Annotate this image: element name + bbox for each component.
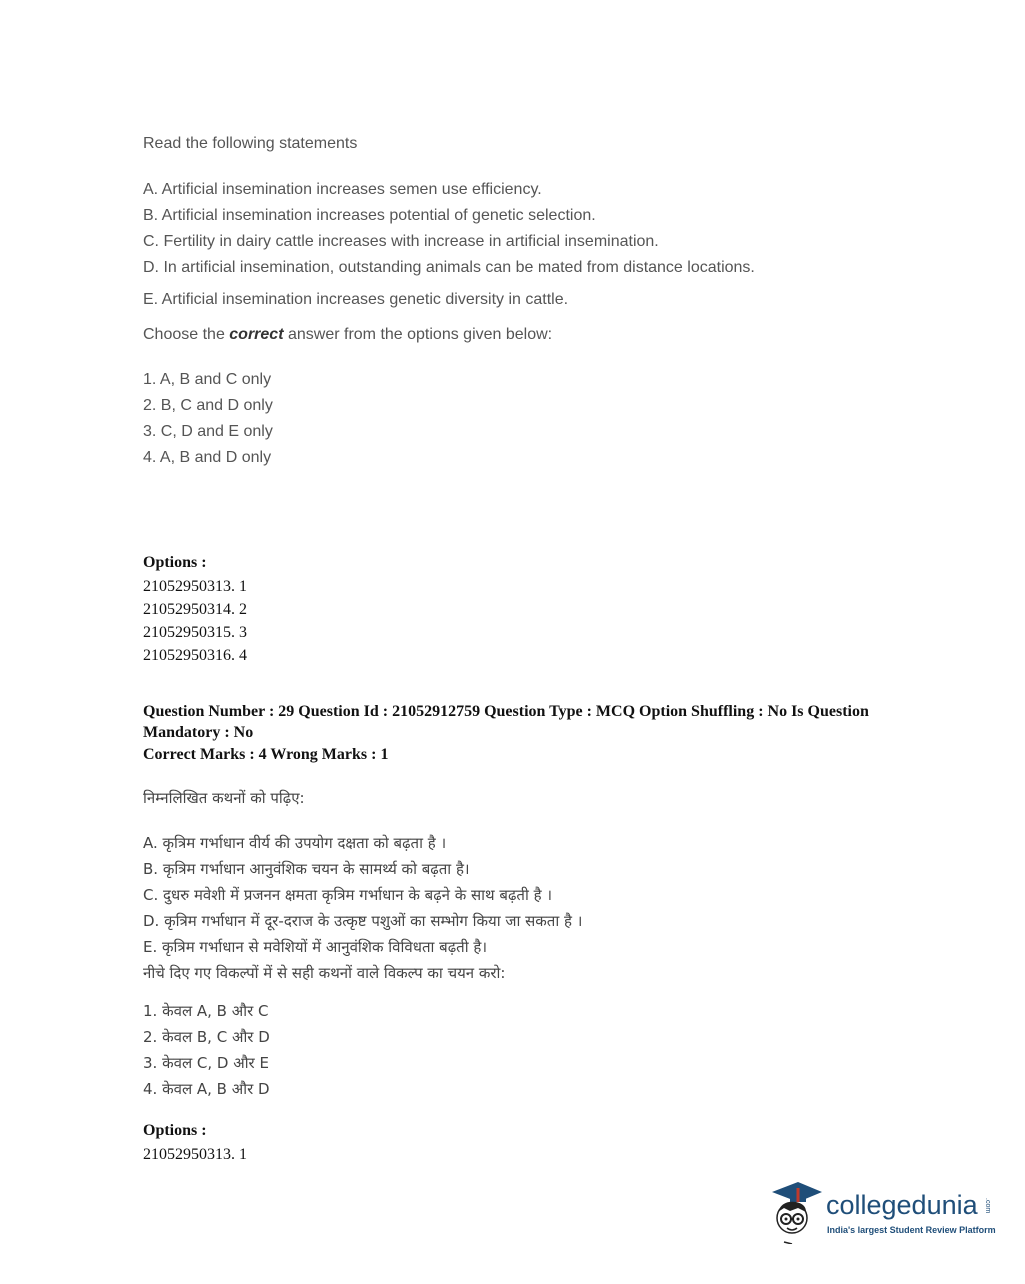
brand-dotcom: .com xyxy=(984,1198,991,1214)
answer-option-3: 3. C, D and E only xyxy=(143,423,273,440)
question-meta-line: Question Number : 29 Question Id : 21052912759 Question Type : MCQ Option Shuffling : No Is Question Mandatory : No xyxy=(143,703,869,741)
question-intro: Read the following statements xyxy=(143,135,358,152)
answer-option-4-hindi: 4. केवल A, B और D xyxy=(143,1080,270,1098)
question-metadata xyxy=(143,701,873,765)
option-id-list xyxy=(143,575,247,667)
answer-option-2-hindi: 2. केवल B, C और D xyxy=(143,1028,270,1046)
question-intro-hindi: निम्नलिखित कथनों को पढ़िए: xyxy=(143,789,305,807)
statement-list-hindi xyxy=(143,830,863,960)
choose-suffix: answer from the options given below: xyxy=(283,326,553,343)
option-id-item: 21052950315. 3 xyxy=(143,624,247,641)
choose-instruction-hindi: नीचे दिए गए विकल्पों में से सही कथनों वाले विकल्प का चयन करो: xyxy=(143,964,506,982)
answer-option-1: 1. A, B and C only xyxy=(143,371,272,388)
question-hindi-image xyxy=(143,786,863,1102)
statement-a: A. Artificial insemination increases semen use efficiency. xyxy=(143,181,542,198)
options-heading-2: Options : xyxy=(143,1122,207,1139)
option-id-item: 21052950316. 4 xyxy=(143,647,247,664)
answer-option-4: 4. A, B and D only xyxy=(143,449,272,466)
option-id-item: 21052950314. 2 xyxy=(143,601,247,618)
brand-name: collegedunia xyxy=(826,1190,978,1220)
answer-option-list xyxy=(143,367,863,471)
options-heading: Options : xyxy=(143,554,207,571)
question-english-image xyxy=(143,133,863,471)
statement-d-hindi: D. कृत्रिम गर्भाधान में दूर-दराज के उत्कृष्ट पशुओं का सम्भोग किया जा सकता है । xyxy=(143,912,583,930)
statement-c: C. Fertility in dairy cattle increases with increase in artificial insemination. xyxy=(143,233,659,250)
option-id-item: 21052950313. 1 xyxy=(143,578,247,595)
answer-option-list-hindi xyxy=(143,998,863,1102)
choose-instruction xyxy=(143,324,863,346)
collegedunia-logo xyxy=(768,1178,998,1248)
statement-e: E. Artificial insemination increases genetic diversity in cattle. xyxy=(143,291,569,308)
statement-c-hindi: C. दुधरु मवेशी में प्रजनन क्षमता कृत्रिम गर्भाधान के बढ़ने के साथ बढ़ती है । xyxy=(143,886,553,904)
statement-a-hindi: A. कृत्रिम गर्भाधान वीर्य की उपयोग दक्षता को बढ़ता है । xyxy=(143,834,447,852)
statement-e-hindi: E. कृत्रिम गर्भाधान से मवेशियों में आनुवंशिक विविधता बढ़ती है। xyxy=(143,938,488,956)
statement-d: D. In artificial insemination, outstanding animals can be mated from distance locations. xyxy=(143,259,755,276)
answer-option-1-hindi: 1. केवल A, B और C xyxy=(143,1002,269,1020)
statement-b: B. Artificial insemination increases potential of genetic selection. xyxy=(143,207,596,224)
answer-option-3-hindi: 3. केवल C, D और E xyxy=(143,1054,269,1072)
marks-line: Correct Marks : 4 Wrong Marks : 1 xyxy=(143,746,389,763)
choose-emphasis: correct xyxy=(229,326,284,343)
brand-tagline: India's largest Student Review Platform xyxy=(827,1225,996,1235)
statement-list xyxy=(143,177,863,281)
choose-prefix: Choose the xyxy=(143,326,230,343)
statement-b-hindi: B. कृत्रिम गर्भाधान आनुवंशिक चयन के सामर्थ्य को बढ़ता है। xyxy=(143,860,470,878)
mascot-icon xyxy=(768,1178,824,1244)
option-id-item: 21052950313. 1 xyxy=(143,1146,247,1163)
option-id-list-2 xyxy=(143,1143,247,1166)
answer-option-2: 2. B, C and D only xyxy=(143,397,273,414)
